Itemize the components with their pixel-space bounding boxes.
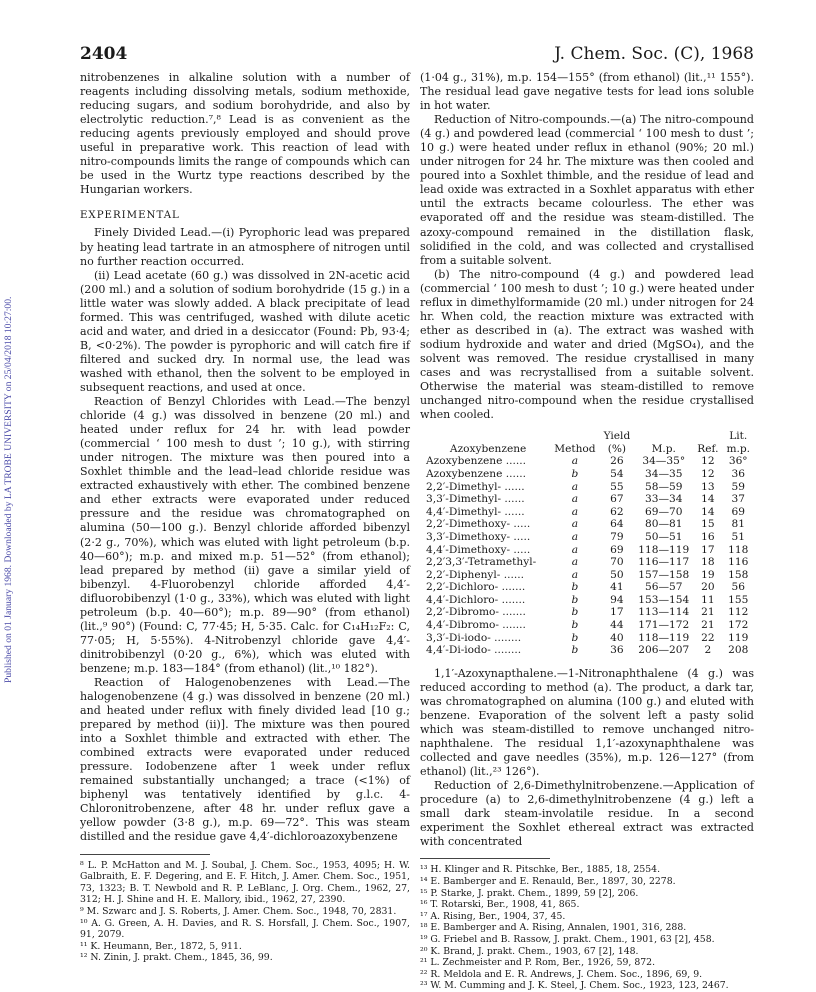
table-cell: 21 (701, 619, 715, 632)
table-cell: 12 (701, 467, 715, 480)
table-cell: 37 (731, 493, 745, 506)
table-row (426, 606, 754, 619)
left-column (80, 71, 410, 964)
table-cell: 81 (731, 518, 745, 531)
table-cell: 41 (610, 581, 624, 594)
table-cell: a (571, 480, 579, 493)
table-header: Ref. (697, 442, 719, 455)
right-footnotes (420, 864, 754, 992)
table-header: M.p. (651, 442, 676, 455)
table-cell: 20 (701, 581, 715, 594)
table-cell: 4,4′-Dimethyl- ...... (426, 505, 525, 518)
table-cell: 116—117 (638, 556, 690, 569)
lead-acetate-paragraph: (ii) Lead acetate (60 g.) was dissolved in 2N-acetic acid (200 ml.) and a solution of sodium borohydride (15 g.) in a little water was slowly added. A black precipitate of lead formed. This was centrifuged, washed with dilute acetic acid and water, and dried in a desiccator (Found: Pb, 93·4; B, <0·2%). The powder is pyrophoric and will catch fire if filtered and sucked dry. In normal use, the lead was washed with ethanol, then the solvent to be employed in subsequent reactions, and used at once. (80, 268, 410, 394)
table-cell: 171—172 (638, 619, 690, 632)
table-cell: Azoxybenzene ...... (426, 467, 526, 480)
table-cell: a (571, 505, 579, 518)
table-cell: a (571, 455, 579, 468)
footnote: ¹⁴ E. Bamberger and E. Renauld, Ber., 1897, 30, 2278. (420, 876, 676, 888)
table-cell: 3,3′-Di-iodo- ........ (426, 631, 522, 644)
table-cell: 40 (610, 631, 624, 644)
table-cell: 172 (728, 619, 749, 632)
table-cell: 17 (610, 606, 624, 619)
table-row (426, 506, 754, 519)
table-cell: 112 (728, 606, 749, 619)
intro-paragraph: nitrobenzenes in alkaline solution with a number of reagents including dissolving metals, sodium methoxide, reducing sugars, and sodium borohydride, and also by electrolytic reduction.⁷,⁸ Lead is as convenient as the reducing agents previously employed and should prove useful in preparative work. This reaction of lead with nitro-compounds limits the range of compounds which can be used in the Wurtz type reactions described by the Hungarian workers. (80, 71, 410, 197)
table-cell: 208 (728, 644, 749, 657)
benzyl-chlorides-paragraph: Reaction of Benzyl Chlorides with Lead.—The benzyl chloride (4 g.) was dissolved in benzene (20 ml.) and heated under reflux for 24 hr. with lead powder (commercial ‘ 100 mesh to dust ’; 10 g.), with stirring under nitrogen. The mixture was then poured into a Soxhlet thimble and the lead–lead chloride residue was extracted exhaustively with ether. The combined benzene and ether extracts were evaporated under reduced pressure and the residue was chromatographed on alumina (50—100 g.). Benzyl chloride afforded bibenzyl (2·2 g., 70%), which was eluted with light petroleum (b.p. 40—60°); m.p. and mixed m.p. 51—52° (from ethanol); lead prepared by method (ii) gave a similar yield of bibenzyl. 4-Fluorobenzyl chloride afforded 4,4′-difluorobibenzyl (1·0 g., 33%), which was eluted with light petroleum (b.p. 40—60°); m.p. 89—90° (from ethanol) (lit.,⁹ 90°) (Found: C, 77·45; H, 5·35. Calc. for C₁₄H₁₂F₂: C, 77·05; H, 5·55%). 4-Nitrobenzyl chloride gave 4,4′-dinitrobibenzyl (0·20 g., 6%), which was eluted with benzene; m.p. 183—184° (from ethanol) (lit.,¹⁰ 182°). (80, 395, 410, 675)
table-cell: 80—81 (644, 518, 683, 531)
table-cell: 94 (610, 593, 624, 606)
table-cell: 4,4′-Dibromo- ....... (426, 619, 526, 632)
table-cell: 113—114 (638, 606, 690, 619)
table-cell: 2,2′-Diphenyl- ...... (426, 568, 524, 581)
dimethylnitrobenzene-paragraph: Reduction of 2,6-Dimethylnitrobenzene.—Application of procedure (a) to 2,6-dimethylnitrobenzene (4 g.) left a small dark steam-involatile residue. In a second experiment the Soxhlet ethereal extract was extracted with concentrated (420, 779, 754, 849)
table-cell: 44 (610, 619, 624, 632)
table-cell: b (571, 467, 579, 480)
table-cell: 59 (731, 480, 745, 493)
table-cell: 2,2′-Dichloro- ....... (426, 581, 526, 594)
table-header: Method (554, 442, 596, 455)
section-heading: EXPERIMENTAL (80, 210, 180, 222)
azoxybenzene-table (426, 430, 754, 657)
table-cell: 50 (610, 568, 624, 581)
footnote: ²² R. Meldola and E. R. Andrews, J. Chem. Soc., 1896, 69, 9. (420, 968, 703, 980)
table-cell: 157—158 (638, 568, 690, 581)
table-header-row (426, 430, 754, 455)
footnote: ¹⁵ P. Starke, J. prakt. Chem., 1899, 59 [2], 206. (420, 887, 639, 899)
table-row (426, 481, 754, 494)
footnote: ⁹ M. Szwarc and J. S. Roberts, J. Amer. Chem. Soc., 1948, 70, 2831. (80, 905, 397, 917)
right-column (420, 71, 754, 992)
table-cell: 2,2′3,3′-Tetramethyl- (426, 556, 537, 569)
table-cell: 64 (610, 518, 624, 531)
footnote: ¹⁷ A. Rising, Ber., 1904, 37, 45. (420, 910, 566, 922)
table-cell: 34—35 (644, 467, 683, 480)
table-cell: 2 (704, 644, 712, 657)
footnote: ¹³ H. Klinger and R. Pitschke, Ber., 1885, 18, 2554. (420, 864, 661, 876)
table-cell: 79 (610, 530, 624, 543)
table-cell: Azoxybenzene ...... (426, 455, 526, 468)
table-cell: 21 (701, 606, 715, 619)
table-cell: 36° (728, 455, 748, 468)
table-row (426, 632, 754, 645)
table-cell: 67 (610, 493, 624, 506)
table-row (426, 518, 754, 531)
footnote: ²⁰ K. Brand, J. prakt. Chem., 1903, 67 [2], 148. (420, 945, 639, 957)
table-cell: 70 (610, 556, 624, 569)
table-cell: 119 (728, 631, 749, 644)
table-cell: 36 (610, 644, 624, 657)
table-cell: 2,2′-Dimethyl- ...... (426, 480, 525, 493)
table-cell: 56 (731, 581, 745, 594)
journal-header: J. Chem. Soc. (C), 1968 (554, 44, 754, 64)
table-cell: 62 (610, 505, 624, 518)
table-row (426, 531, 754, 544)
table-cell: 2,2′-Dibromo- ....... (426, 606, 526, 619)
footnote: ¹⁶ T. Rotarski, Ber., 1908, 41, 865. (420, 899, 580, 911)
footnote: ¹² N. Zinin, J. prakt. Chem., 1845, 36, 99. (80, 952, 273, 964)
table-cell: 158 (728, 568, 749, 581)
table-row (426, 644, 754, 657)
table-cell: 18 (701, 556, 715, 569)
table-row (426, 544, 754, 557)
table-cell: 11 (701, 593, 715, 606)
table-row (426, 455, 754, 468)
table-cell: 69 (731, 505, 745, 518)
table-cell: 116 (728, 556, 749, 569)
table-cell: 69—70 (644, 505, 683, 518)
footnote: ¹⁹ G. Friebel and B. Rassow, J. prakt. Chem., 1901, 63 [2], 458. (420, 934, 715, 946)
left-footnotes (80, 860, 410, 964)
table-row (426, 569, 754, 582)
finely-divided-lead-paragraph: Finely Divided Lead.—(i) Pyrophoric lead was prepared by heating lead tartrate in an atmosphere of nitrogen until no further reaction occurred. (80, 226, 410, 268)
table-cell: 118—119 (638, 543, 690, 556)
footnote-rule (80, 854, 210, 855)
table-cell: 19 (701, 568, 715, 581)
footnote: ²³ W. M. Cumming and J. K. Steel, J. Chem. Soc., 1923, 123, 2467. (420, 980, 729, 992)
table-row (426, 619, 754, 632)
continuation-paragraph: (1·04 g., 31%), m.p. 154—155° (from ethanol) (lit.,¹¹ 155°). The residual lead gave negative tests for lead ions soluble in hot water. (420, 71, 754, 113)
footnote: ¹⁰ A. G. Green, A. H. Davies, and R. S. Horsfall, J. Chem. Soc., 1907, 91, 2079. (80, 917, 410, 941)
table-cell: 22 (701, 631, 715, 644)
table-cell: b (571, 631, 579, 644)
table-cell: a (571, 543, 579, 556)
footnote: ²¹ L. Zechmeister and P. Rom, Ber., 1926, 59, 872. (420, 957, 656, 969)
table-cell: 50—51 (644, 530, 683, 543)
table-cell: 153—154 (638, 593, 690, 606)
table-cell: 54 (610, 467, 624, 480)
table-cell: 15 (701, 518, 715, 531)
table-cell: 118—119 (638, 631, 690, 644)
table-header: Azoxybenzene (449, 442, 527, 455)
table-cell: 3,3′-Dimethyl- ...... (426, 493, 525, 506)
table-row (426, 556, 754, 569)
table-cell: 34—35° (642, 455, 686, 468)
table-header: Lit. m.p. (726, 430, 750, 455)
table-cell: 55 (610, 480, 624, 493)
footnote-rule (420, 858, 550, 859)
footnote: ¹⁸ E. Bamberger and A. Rising, Annalen, 1901, 316, 288. (420, 922, 687, 934)
footnote: ¹¹ K. Heumann, Ber., 1872, 5, 911. (80, 940, 242, 952)
table-cell: 51 (731, 530, 745, 543)
table-cell: 118 (728, 543, 749, 556)
table-cell: 36 (731, 467, 745, 480)
table-cell: 206—207 (638, 644, 690, 657)
reduction-method-a-paragraph: Reduction of Nitro-compounds.—(a) The nitro-compound (4 g.) and powdered lead (commercial ‘ 100 mesh to dust ’; 10 g.) were heated under reflux in ethanol (90%; 20 ml.) under nitrogen for 24 hr. The mixture was then cooled and poured into a Soxhlet thimble, and the residue of lead and lead oxide was extracted in a Soxhlet apparatus with ether until the extracts became colourless. The ether was evaporated off and the residue was steam-distilled. The azoxy-compound remained in the distillation flask, solidified in the cold, and was collected and crystallised from a suitable solvent. (420, 113, 754, 267)
table-cell: a (571, 493, 579, 506)
table-body (426, 455, 754, 657)
table-cell: 33—34 (644, 493, 683, 506)
table-cell: b (571, 606, 579, 619)
table-cell: 14 (701, 493, 715, 506)
table-cell: 155 (728, 593, 749, 606)
table-cell: 26 (610, 455, 624, 468)
table-cell: 3,3′-Dimethoxy- ..... (426, 530, 531, 543)
table-header: Yield (%) (603, 430, 631, 455)
table-row (426, 493, 754, 506)
table-cell: 2,2′-Dimethoxy- ..... (426, 518, 531, 531)
table-cell: 14 (701, 505, 715, 518)
reduction-method-b-paragraph: (b) The nitro-compound (4 g.) and powdered lead (commercial ‘ 100 mesh to dust ’; 10 g.) were heated under reflux in dimethylformamide (20 ml.) under nitrogen for 24 hr. When cold, the reaction mixture was extracted with ether as described in (a). The extract was washed with sodium hydroxide and water and dried (MgSO₄), and the solvent was removed. The residue crystallised in many cases and was recrystallised from a suitable solvent. Otherwise the material was steam-distilled to remove unchanged nitro-compound when the residue crystallised when cooled. (420, 267, 754, 422)
table-cell: b (571, 593, 579, 606)
table-row (426, 468, 754, 481)
table-cell: b (571, 644, 579, 657)
table-cell: b (571, 581, 579, 594)
page-number: 2404 (80, 44, 128, 64)
azoxynaphthalene-paragraph: 1,1′-Azoxynapthalene.—1-Nitronaphthalene (4 g.) was reduced according to method (a). The product, a dark tar, was chromatographed on alumina (100 g.) and eluted with benzene. Evaporation of the solvent left a pasty solid which was steam-distilled to remove unchanged nitro-naphthalene. The residual 1,1′-azoxynaphthalene was collected and gave needles (35%), m.p. 126—127° (from ethanol) (lit.,²³ 126°). (420, 666, 754, 779)
table-cell: 58—59 (644, 480, 683, 493)
table-cell: 56—57 (644, 581, 683, 594)
table-cell: b (571, 619, 579, 632)
table-cell: 17 (701, 543, 715, 556)
table-cell: 69 (610, 543, 624, 556)
table-cell: a (571, 530, 579, 543)
table-cell: a (571, 518, 579, 531)
table-cell: a (571, 556, 579, 569)
halogenobenzenes-paragraph: Reaction of Halogenobenzenes with Lead.—The halogenobenzene (4 g.) was dissolved in benzene (20 ml.) and heated under reflux with finely divided lead [10 g.; prepared by method (ii)]. The mixture was then poured into a Soxhlet thimble and extracted with ether. The combined extracts were evaporated under reduced pressure. Iodobenzene after 1 week under reflux remained substantially unchanged; a trace (<1%) of biphenyl was tentatively identified by g.l.c. 4-Chloronitrobenzene, after 48 hr. under reflux gave a yellow powder (3·8 g.), m.p. 69—72°. This was steam distilled and the residue gave 4,4′-dichloroazoxybenzene (80, 675, 410, 844)
table-cell: 16 (701, 530, 715, 543)
table-row (426, 594, 754, 607)
table-cell: 4,4′-Dimethoxy- ..... (426, 543, 531, 556)
footnote: ⁸ L. P. McHatton and M. J. Soubal, J. Chem. Soc., 1953, 4095; H. W. Galbraith, E. F. Degering, and E. F. Hitch, J. Amer. Chem. Soc., 1951, 73, 1323; B. T. Newbold and R. P. LeBlanc, J. Org. Chem., 1962, 27, 312; H. J. Shine and H. E. Mallory, ibid., 1962, 27, 2390. (80, 859, 410, 906)
table-cell: 4,4′-Dichloro- ....... (426, 593, 526, 606)
table-cell: 12 (701, 455, 715, 468)
table-cell: 4,4′-Di-iodo- ........ (426, 644, 522, 657)
table-cell: a (571, 568, 579, 581)
download-notice: Published on 01 January 1968. Downloaded by LA TROBE UNIVERSITY on 25/04/2018 10:27:00. (3, 296, 14, 684)
table-cell: 13 (701, 480, 715, 493)
table-row (426, 581, 754, 594)
